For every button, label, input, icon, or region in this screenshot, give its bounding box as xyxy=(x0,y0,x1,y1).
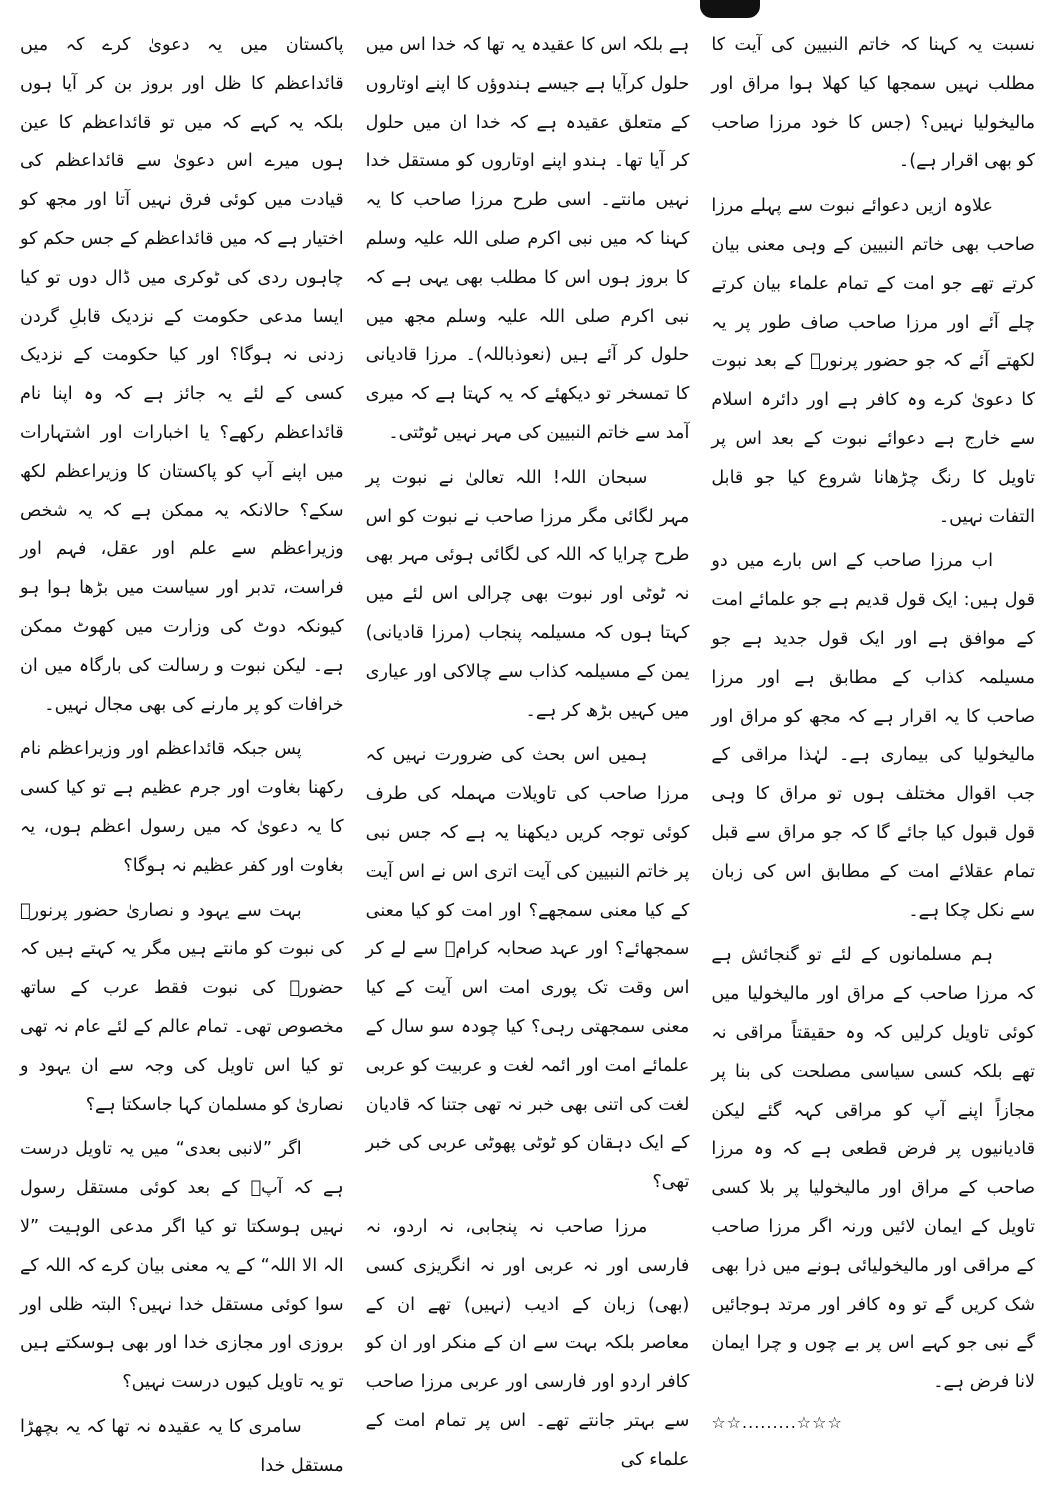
paragraph: علاوہ ازیں دعوائے نبوت سے پہلے مرزا صاحب بھی خاتم النبیین کے وہی معنی بیان کرتے تھے جو امت کے تمام علماء بیان کرتے چلے آئے اور مرزا صاحب صاف طور پر یہ لکھتے آئے کہ جو حضور پرنورؐ کے بعد نبوت کا دعویٰ کرے وہ کافر ہے اور دائرہ اسلام سے خارج ہے دعوائے نبوت کے بعد اس پر تاویل کا رنگ چڑھانا شروع کیا جو قابل التفات نہیں۔ xyxy=(711,196,1036,527)
paragraph: پاکستان میں یہ دعویٰ کرے کہ میں قائداعظم کا ظل اور بروز بن کر آیا ہوں بلکہ یہ کہے کہ میں تو قائداعظم کا عین ہوں میرے اس دعویٰ سے قائداعظم کی قیادت میں کوئی فرق نہیں آتا اور مجھ کو اختیار ہے کہ میں قائداعظم کے جس حکم کو چاہوں ردی کی ٹوکری میں ڈال دوں تو کیا ایسا مدعی حکومت کے نزدیک قابلِ گردن زدنی نہ ہوگا؟ اور کیا حکومت کے نزدیک کسی کے لئے یہ جائز ہے کہ وہ اپنا نام قائداعظم رکھے؟ یا اخبارات اور اشتہارات میں اپنے آپ کو پاکستان کا وزیراعظم لکھ سکے؟ حالانکہ یہ ممکن ہے کہ یہ شخص وزیراعظم سے علم اور عقل، فہم اور فراست، تدبر اور سیاست میں بڑھا ہوا ہو کیونکہ دوٹ کی وزارت میں کھوٹ ممکن ہے۔ لیکن نبوت و رسالت کی بارگاہ میں ان خرافات کو پر مارنے کی بھی مجال نہیں۔ xyxy=(20,35,344,715)
paragraph: بہت سے یہود و نصاریٰ حضور پرنورؐ کی نبوت کو مانتے ہیں مگر یہ کہتے ہیں کہ حضورؐ کی نبوت فقط عرب کے ساتھ مخصوص تھی۔ تمام عالم کے لئے عام نہ تھی تو کیا اس تاویل کی وجہ سے ان یہود و نصاریٰ کو مسلمان کہا جاسکتا ہے؟ xyxy=(20,900,344,1115)
column-left xyxy=(711,26,1036,1432)
column-right xyxy=(20,26,344,1476)
top-ink-mark xyxy=(700,0,760,18)
paragraph: سبحان اللہ! اللہ تعالیٰ نے نبوت پر مہر لگائی مگر مرزا صاحب نے نبوت کو اس طرح چرایا کہ اللہ کی لگائی ہوئی مہر بھی نہ ٹوٹی اور نبوت بھی چرالی اس لئے میں کہتا ہوں کہ مسیلمہ پنجاب (مرزا قادیانی) یمن کے مسیلمہ کذاب سے چالاکی اور عیاری میں کہیں بڑھ کر ہے۔ xyxy=(365,467,690,721)
paragraph: مرزا صاحب نہ پنجابی، نہ اردو، نہ فارسی اور نہ عربی اور نہ انگریزی کسی (بھی) زبان کے ادیب (نہیں) تھے ان کے معاصر بلکہ بہت سے ان کے منکر اور ان کو کافر اردو اور فارسی اور عربی مرزا صاحب سے بہتر جانتے تھے۔ اس پر تمام امت کے علماء کی xyxy=(365,1216,690,1470)
column-middle xyxy=(365,26,690,1470)
paragraph: ہے بلکہ اس کا عقیدہ یہ تھا کہ خدا اس میں حلول کرآیا ہے جیسے ہندوؤں کا اپنے اوتاروں کے متعلق عقیدہ ہے کہ خدا ان میں حلول کر آیا تھا۔ ہندو اپنے اوتاروں کو مستقل خدا نہیں مانتے۔ اسی طرح مرزا صاحب کا یہ کہنا کہ میں نبی اکرم صلی اللہ علیہ وسلم کا بروز ہوں اس کا مطلب بھی یہی ہے کہ نبی اکرم صلی اللہ علیہ وسلم مجھ میں حلول کر آئے ہیں (نعوذباللہ)۔ مرزا قادیانی کا تمسخر تو دیکھئے کہ یہ کہتا ہے کہ میری آمد سے خاتم النبیین کی مہر نہیں ٹوٹتی۔ xyxy=(365,35,690,443)
paragraph: سامری کا یہ عقیدہ نہ تھا کہ یہ بچھڑا مستقل خدا xyxy=(20,1416,344,1476)
paragraph: ہمیں اس بحث کی ضرورت نہیں کہ مرزا صاحب کی تاویلات مہملہ کی طرف کوئی توجہ کریں دیکھنا یہ ہے کہ جس نبی پر خاتم النبیین کی آیت اتری اس نے اس آیت کے کیا معنی سمجھے؟ اور امت کو کیا معنی سمجھائے؟ اور عہد صحابہ کرامؓ سے لے کر اس وقت تک پوری امت اس آیت کے کیا معنی سمجھتی رہی؟ کیا چودہ سو سال کے علمائے امت اور ائمہ لغت و عربیت کو عربی لغت کی اتنی بھی خبر نہ تھی جتنا کہ قادیان کے ایک دہقان کو ٹوٹی پھوٹی عربی کی خبر تھی؟ xyxy=(365,745,690,1193)
paragraph: اب مرزا صاحب کے اس بارے میں دو قول ہیں: ایک قول قدیم ہے جو علمائے امت کے موافق ہے اور ایک قول جدید ہے جو مسیلمہ کذاب کے مطابق ہے اور مرزا صاحب کا یہ اقرار ہے کہ مجھ کو مراق اور مالیخولیا کی بیماری ہے۔ لہٰذا مراقی کے جب اقوال مختلف ہوں تو مراق کا وہی قول قبول کیا جائے گا کہ جو مراق سے قبل تمام عقلائے امت کے مطابق اس کی زبان سے نکل چکا ہے۔ xyxy=(711,551,1036,921)
paragraph: پس جبکہ قائداعظم اور وزیراعظم نام رکھنا بغاوت اور جرم عظیم ہے تو کیا کسی کا یہ دعویٰ کہ میں رسول اعظم ہوں، یہ بغاوت اور کفر عظیم نہ ہوگا؟ xyxy=(20,739,344,876)
paragraph: ہم مسلمانوں کے لئے تو گنجائش ہے کہ مرزا صاحب کے مراق اور مالیخولیا میں کوئی تاویل کرلیں کہ وہ حقیقتاً مراقی نہ تھے بلکہ کسی سیاسی مصلحت کی بنا پر مجازاً اپنے آپ کو مراقی کہہ گئے لیکن قادیانیوں پر فرض قطعی ہے کہ وہ مرزا صاحب کے مراق اور مالیخولیا پر بلا کسی تاویل کے ایمان لائیں ورنہ اگر مرزا صاحب کے مراقی اور مالیخولیائی ہونے میں ذرا بھی شک کریں گے تو وہ کافر اور مرتد ہوجائیں گے نبی جو کہے اس پر بے چوں و چرا ایمان لانا فرض ہے۔ xyxy=(711,945,1036,1393)
paragraph: اگر ”لانبی بعدی“ میں یہ تاویل درست ہے کہ آپؐ کے بعد کوئی مستقل رسول نہیں ہوسکتا تو کیا اگر مدعی الوہیت ”لا الہ الا اللہ“ کے یہ معنی بیان کرے کہ اللہ کے سوا کوئی مستقل خدا نہیں؟ البتہ ظلی اور بروزی اور مجازی خدا اور بھی ہوسکتے ہیں تو یہ تاویل کیوں درست نہیں؟ xyxy=(20,1139,344,1393)
section-end-ornament: ☆☆.........☆☆☆ xyxy=(711,1412,843,1432)
paragraph: نسبت یہ کہنا کہ خاتم النبیین کی آیت کا مطلب نہیں سمجھا کیا کھلا ہوا مراق اور مالیخولیا نہیں؟ (جس کا خود مرزا صاحب کو بھی اقرار ہے)۔ xyxy=(711,35,1036,172)
